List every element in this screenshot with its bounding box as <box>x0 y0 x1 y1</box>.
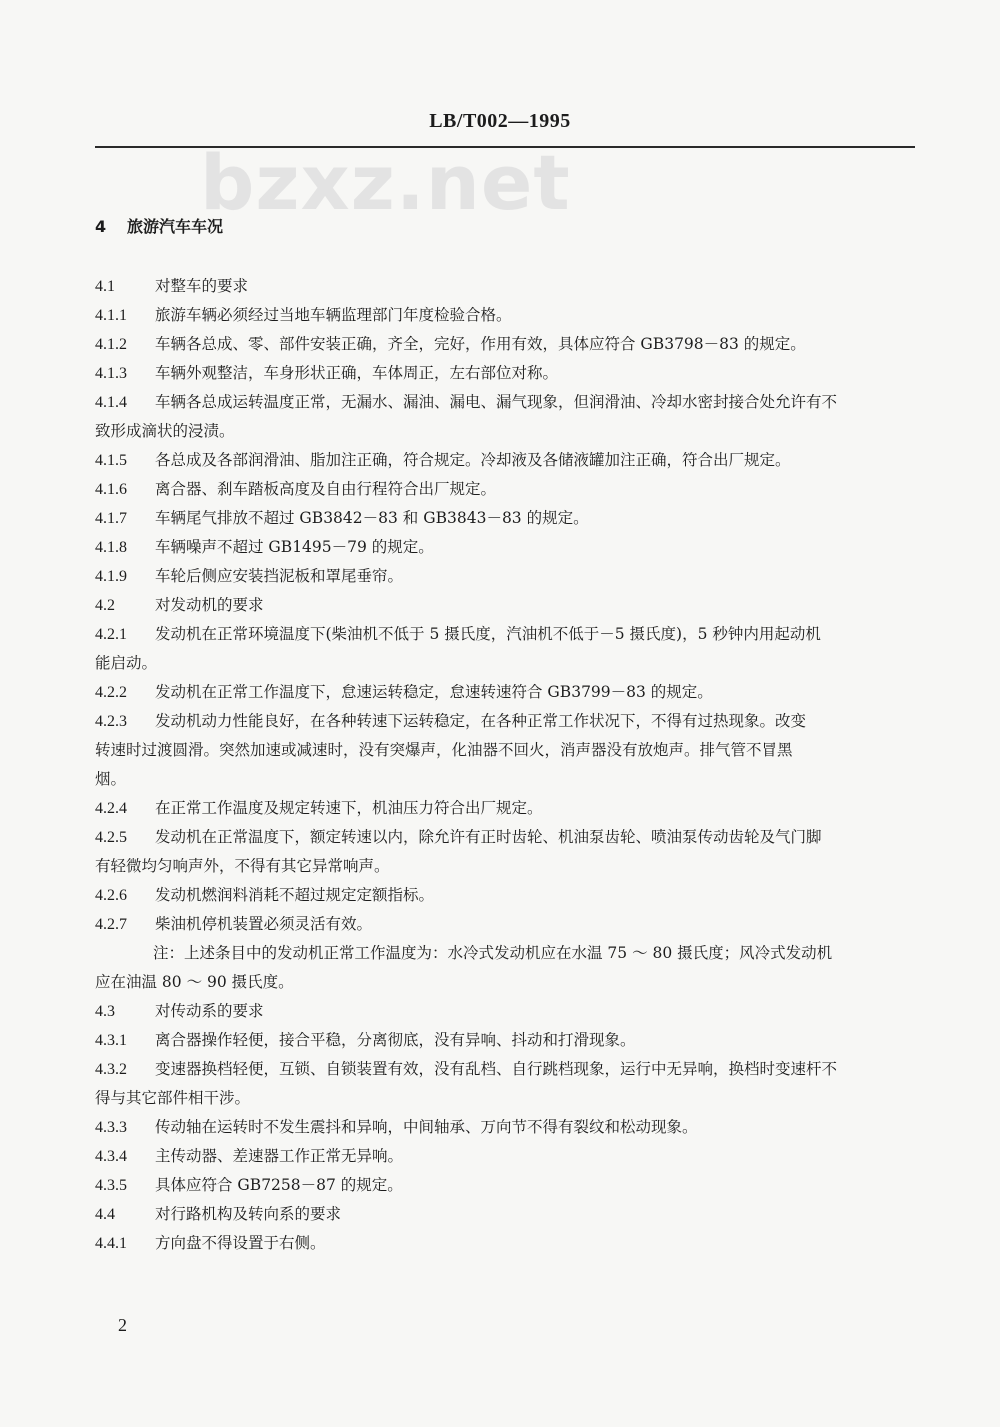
clause-text: 车辆噪声不超过 GB1495－79 的规定。 <box>155 538 434 556</box>
document-code-header: LB/T002—1995 <box>429 110 571 132</box>
clause-text: 具体应符合 GB7258－87 的规定。 <box>155 1176 403 1194</box>
clause-line <box>95 272 913 301</box>
clause-line <box>95 475 913 504</box>
clause-number: 4.4 <box>95 1206 115 1223</box>
clause-text: 对整车的要求 <box>155 277 249 295</box>
clause-text: 发动机在正常温度下，额定转速以内，除允许有正时齿轮、机油泵齿轮、喷油泵传动齿轮及气门脚 <box>155 828 822 846</box>
clause-line <box>95 997 913 1026</box>
note-line <box>95 939 913 968</box>
clause-number: 4.1.5 <box>95 452 127 469</box>
clause-text: 柴油机停机装置必须灵活有效。 <box>155 915 373 933</box>
clause-text: 发动机动力性能良好，在各种转速下运转稳定，在各种正常工作状况下，不得有过热现象。改变 <box>155 712 807 730</box>
clause-text: 各总成及各部润滑油、脂加注正确，符合规定。冷却液及各储液罐加注正确，符合出厂规定。 <box>155 451 791 469</box>
clause-number: 4.2.6 <box>95 887 127 904</box>
clause-text: 主传动器、差速器工作正常无异响。 <box>155 1147 404 1165</box>
clause-text: 有轻微均匀响声外，不得有其它异常响声。 <box>95 857 390 875</box>
clause-line <box>95 330 913 359</box>
clause-number: 4.4.1 <box>95 1235 127 1252</box>
page-number: 2 <box>118 1315 127 1335</box>
clause-line <box>95 533 913 562</box>
clause-number: 4.1.9 <box>95 568 127 585</box>
clause-text: 离合器、刹车踏板高度及自由行程符合出厂规定。 <box>155 480 497 498</box>
clause-text: 烟。 <box>95 770 127 788</box>
clause-text: 注：上述条目中的发动机正常工作温度为：水冷式发动机应在水温 75 ～ 80 摄氏度；风冷式发动机 <box>153 944 833 962</box>
clause-line <box>95 1142 913 1171</box>
clause-text: 对行路机构及转向系的要求 <box>155 1205 342 1223</box>
clause-number: 4.3.5 <box>95 1177 127 1194</box>
clause-number: 4.3.4 <box>95 1148 127 1165</box>
watermark: bzxz.net <box>200 138 571 227</box>
clause-line <box>95 823 913 852</box>
clause-text: 方向盘不得设置于右侧。 <box>155 1234 326 1252</box>
clause-line <box>95 1055 913 1084</box>
clause-text: 车辆外观整洁，车身形状正确，车体周正，左右部位对称。 <box>155 364 559 382</box>
clause-line <box>95 301 913 330</box>
clause-number: 4.1.3 <box>95 365 127 382</box>
clause-number: 4.3.3 <box>95 1119 127 1136</box>
clause-line <box>95 562 913 591</box>
clause-line <box>95 359 913 388</box>
clause-continuation-line <box>95 968 913 997</box>
clause-text: 车辆各总成、零、部件安装正确，齐全，完好，作用有效，具体应符合 GB3798－83 的规定。 <box>155 335 806 353</box>
clause-number: 4.3.2 <box>95 1061 127 1078</box>
clause-text: 转速时过渡圆滑。突然加速或减速时，没有突爆声，化油器不回火，消声器没有放炮声。排气管不冒黑 <box>95 741 793 759</box>
clause-line <box>95 707 913 736</box>
clause-number: 4.3 <box>95 1003 115 1020</box>
clause-line <box>95 620 913 649</box>
clause-text: 传动轴在运转时不发生震抖和异响，中间轴承、万向节不得有裂纹和松动现象。 <box>155 1118 698 1136</box>
clause-continuation-line <box>95 1084 913 1113</box>
clause-text: 应在油温 80 ～ 90 摄氏度。 <box>95 973 294 991</box>
clause-text: 对发动机的要求 <box>155 596 264 614</box>
clause-text: 对传动系的要求 <box>155 1002 264 1020</box>
clause-text: 致形成滴状的浸渍。 <box>95 422 235 440</box>
clause-text: 发动机在正常工作温度下，怠速运转稳定，怠速转速符合 GB3799－83 的规定。 <box>155 683 713 701</box>
clause-number: 4.1.8 <box>95 539 127 556</box>
clause-line <box>95 678 913 707</box>
clause-number: 4.2.5 <box>95 829 127 846</box>
clause-text: 发动机在正常环境温度下(柴油机不低于 5 摄氏度，汽油机不低于－5 摄氏度)，5 秒钟内用起动机 <box>155 625 821 643</box>
clause-text: 得与其它部件相干涉。 <box>95 1089 251 1107</box>
clause-number: 4.2.1 <box>95 626 127 643</box>
clause-text: 离合器操作轻便，接合平稳，分离彻底，没有异响、抖动和打滑现象。 <box>155 1031 636 1049</box>
clause-line <box>95 1026 913 1055</box>
clause-line <box>95 1113 913 1142</box>
clause-line <box>95 1171 913 1200</box>
clause-text: 在正常工作温度及规定转速下，机油压力符合出厂规定。 <box>155 799 543 817</box>
section-heading <box>95 214 223 237</box>
clause-line <box>95 388 913 417</box>
clause-text: 能启动。 <box>95 654 158 672</box>
clause-line <box>95 910 913 939</box>
clause-number: 4.2.2 <box>95 684 127 701</box>
clause-continuation-line <box>95 852 913 881</box>
clause-number: 4.2 <box>95 597 115 614</box>
clause-number: 4.1.1 <box>95 307 127 324</box>
clause-text: 旅游车辆必须经过当地车辆监理部门年度检验合格。 <box>155 306 512 324</box>
clause-line <box>95 591 913 620</box>
clause-line <box>95 1200 913 1229</box>
clause-number: 4.2.3 <box>95 713 127 730</box>
document-body <box>95 272 913 1258</box>
clause-line <box>95 446 913 475</box>
clause-continuation-line <box>95 736 913 765</box>
clause-number: 4.1.2 <box>95 336 127 353</box>
clause-text: 车辆各总成运转温度正常，无漏水、漏油、漏电、漏气现象，但润滑油、冷却水密封接合处允许有不 <box>155 393 838 411</box>
clause-line <box>95 881 913 910</box>
section-number: 4 <box>95 217 107 236</box>
clause-continuation-line <box>95 765 913 794</box>
clause-number: 4.2.7 <box>95 916 127 933</box>
clause-text: 发动机燃润料消耗不超过规定定额指标。 <box>155 886 435 904</box>
clause-text: 变速器换档轻便，互锁、自锁装置有效，没有乱档、自行跳档现象，运行中无异响，换档时变速杆不 <box>155 1060 838 1078</box>
clause-number: 4.1.7 <box>95 510 127 527</box>
clause-text: 车轮后侧应安装挡泥板和罩尾垂帘。 <box>155 567 404 585</box>
clause-continuation-line <box>95 649 913 678</box>
section-title: 旅游汽车车况 <box>127 217 224 236</box>
clause-line <box>95 504 913 533</box>
clause-continuation-line <box>95 417 913 446</box>
clause-number: 4.1.6 <box>95 481 127 498</box>
clause-text: 车辆尾气排放不超过 GB3842－83 和 GB3843－83 的规定。 <box>155 509 589 527</box>
clause-number: 4.1.4 <box>95 394 127 411</box>
clause-line <box>95 794 913 823</box>
clause-number: 4.2.4 <box>95 800 127 817</box>
clause-line <box>95 1229 913 1258</box>
clause-number: 4.3.1 <box>95 1032 127 1049</box>
clause-number: 4.1 <box>95 278 115 295</box>
